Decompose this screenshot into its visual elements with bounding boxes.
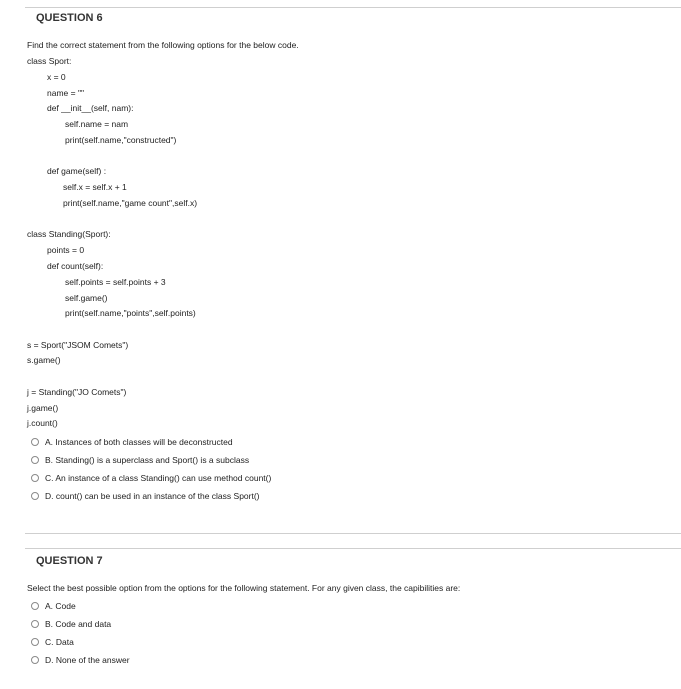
radio-button[interactable] [31,638,39,646]
q7-option-a[interactable] [31,601,76,611]
section-divider [25,533,681,534]
code-line: x = 0 [47,72,66,82]
option-label: A. Instances of both classes will be deconstructed [45,437,233,447]
radio-button[interactable] [31,620,39,628]
question-7-prompt: Select the best possible option from the options for the following statement. For any given class, the capibilities are: [27,583,461,593]
question-7-title: QUESTION 7 [36,555,103,567]
option-label: B. Standing() is a superclass and Sport() is a subclass [45,455,250,465]
radio-button[interactable] [31,492,39,500]
radio-button[interactable] [31,438,39,446]
code-line: s = Sport("JSOM Comets") [27,340,129,350]
q7-option-b[interactable] [31,619,111,629]
option-label: D. None of the answer [45,655,130,665]
option-label: C. An instance of a class Standing() can use method count() [45,473,272,483]
option-label: D. count() can be used in an instance of the class Sport() [45,491,260,501]
question-6-title: QUESTION 6 [36,12,103,24]
radio-button[interactable] [31,456,39,464]
section-divider [25,548,681,549]
top-divider [25,7,681,8]
code-line: print(self.name,"game count",self.x) [63,198,198,208]
code-line: class Sport: [27,56,72,66]
q6-option-c[interactable] [31,473,271,483]
radio-button[interactable] [31,656,39,664]
code-line: print(self.name,"constructed") [65,135,177,145]
code-line: def game(self) : [47,166,107,176]
code-line: def count(self): [47,261,104,271]
radio-button[interactable] [31,602,39,610]
option-label: A. Code [45,601,76,611]
option-label: B. Code and data [45,619,112,629]
code-line: self.points = self.points + 3 [65,277,166,287]
code-line: s.game() [27,355,61,365]
code-line: j = Standing("JO Comets") [27,387,127,397]
code-line: class Standing(Sport): [27,229,111,239]
q6-option-a[interactable] [31,437,233,447]
q6-option-d[interactable] [31,491,260,501]
question-6-prompt: Find the correct statement from the following options for the below code. [27,40,299,50]
code-line: self.game() [65,293,108,303]
code-line: j.count() [27,418,58,428]
code-line: def __init__(self, nam): [47,103,134,113]
code-line: self.x = self.x + 1 [63,182,127,192]
code-line: print(self.name,"points",self.points) [65,308,196,318]
q7-option-c[interactable] [31,637,74,647]
radio-button[interactable] [31,474,39,482]
code-line: j.game() [27,403,59,413]
code-line: name = "" [47,88,84,98]
q6-option-b[interactable] [31,455,249,465]
code-line: points = 0 [47,245,85,255]
option-label: C. Data [45,637,74,647]
q7-option-d[interactable] [31,655,130,665]
code-line: self.name = nam [65,119,129,129]
